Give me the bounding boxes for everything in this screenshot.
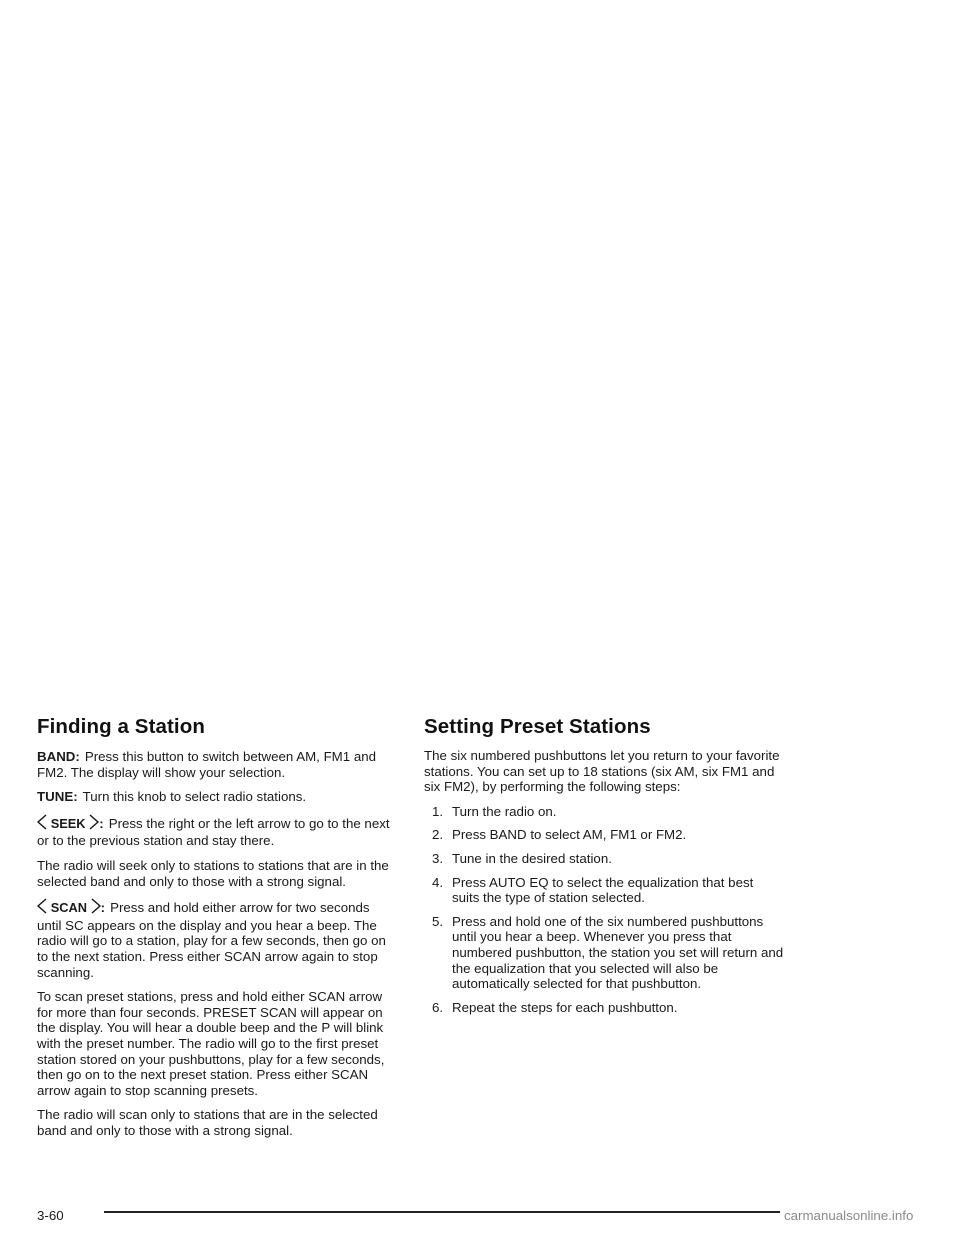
scan-colon: : [100,900,106,916]
watermark-text: carmanualsonline.info [784,1208,914,1223]
seek-text: Press the right or the left arrow to go to the next or to the previous station and stay there. [37,815,390,849]
preset-intro-paragraph: The six numbered pushbuttons let you return to your favorite stations. You can set up to 18 stations (six AM, six FM1 and six FM2), by performing the following steps: [424,748,780,795]
band-term: BAND: [37,749,80,764]
chevron-right-icon [89,814,99,834]
list-item [424,851,784,867]
chevron-left-icon [37,814,47,834]
chevron-left-icon [37,898,47,918]
tune-text: Turn this knob to select radio stations. [82,789,307,805]
step-text: Repeat the steps for each pushbutton. [452,999,678,1015]
band-text: Press this button to switch between AM, FM1 and FM2. The display will show your selection. [37,749,377,780]
step-text: Press BAND to select AM, FM1 or FM2. [452,827,687,843]
seek-paragraph [37,814,397,849]
section-heading-setting-presets: Setting Preset Stations [424,715,651,738]
preset-scan-paragraph: To scan preset stations, press and hold either SCAN arrow for more than four seconds. PRESET SCAN will appear on the display. You will hear a double beep and the P will blink with the preset number. The radio will go to the first preset station stored on your pushbuttons, play for a few seconds, then go on to the next preset station. Press either SCAN arrow again to stop scanning presets. [37,989,385,1098]
scan-note-paragraph: The radio will scan only to stations that are in the selected band and only to those with a strong signal. [37,1107,378,1138]
step-number: 6. [432,999,444,1015]
list-item [424,1000,784,1016]
tune-term: TUNE: [37,789,78,805]
list-item [424,914,784,992]
band-paragraph [37,749,397,780]
tune-paragraph [37,789,397,805]
step-number: 5. [432,913,444,929]
scan-term: SCAN [50,900,87,916]
step-text: Press AUTO EQ to select the equalization that best suits the type of station selected. [452,874,754,906]
section-heading-finding-station: Finding a Station [37,715,205,738]
step-text: Press and hold one of the six numbered pushbuttons until you hear a beep. Whenever you press that numbered pushbutton, the station you set will return and the equalization that you selected will also be automatically selected for that pushbutton. [452,913,784,992]
seek-term: SEEK [50,815,86,831]
seek-note-paragraph: The radio will seek only to stations to stations that are in the selected band and only to those with a strong signal. [37,857,389,889]
list-item [424,804,784,820]
page-number: 3-60 [37,1208,64,1223]
footer-divider [104,1211,780,1213]
step-number: 2. [432,827,444,843]
scan-paragraph [37,898,397,980]
left-column [37,715,397,1147]
step-number: 3. [432,850,444,866]
list-item [424,827,784,843]
chevron-right-icon [91,898,101,918]
scan-text: Press and hold either arrow for two seconds until SC appears on the display and you hear a beep. The radio will go to a station, play for a few seconds, then go on to the next station. Press either SCAN arrow again to stop scanning. [37,900,386,980]
step-number: 1. [432,803,444,819]
step-text: Tune in the desired station. [452,850,612,866]
preset-steps-list [424,804,784,1016]
step-number: 4. [432,874,444,890]
list-item [424,875,784,906]
seek-colon: : [99,815,104,831]
right-column [424,715,784,1023]
step-text: Turn the radio on. [452,803,557,819]
